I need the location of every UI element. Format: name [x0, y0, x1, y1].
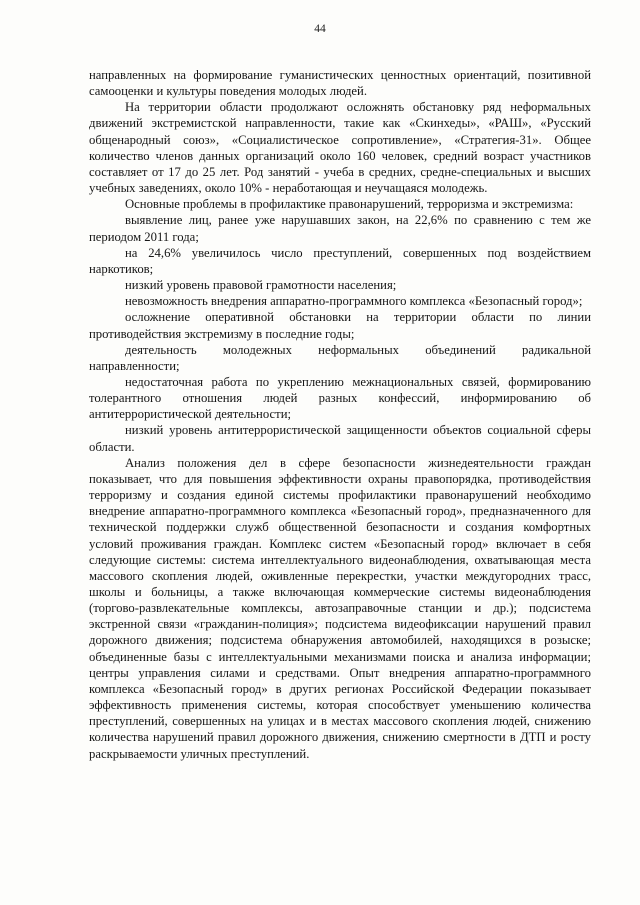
list-item-paragraph: низкий уровень правовой грамотности населения; [125, 278, 397, 293]
list-item-paragraph: на 24,6% увеличилось число преступлений, совершенных под воздействием наркотиков; [89, 245, 591, 276]
list-item-paragraph: выявление лиц, ранее уже нарушавших закон, на 22,6% по сравнению с тем же периодом 2011 года; [89, 213, 591, 244]
list-item-paragraph: недостаточная работа по укреплению межнациональных связей, формированию толерантного отношения людей разных конфессий, информированию об антитеррористической деятельности; [89, 374, 591, 422]
list-item-paragraph: низкий уровень антитеррористической защищенности объектов социальной сферы области. [89, 423, 591, 454]
body-paragraph: направленных на формирование гуманистических ценностных ориентаций, позитивной самооценки и культуры поведения молодых людей. [89, 68, 591, 99]
list-item-paragraph: осложнение оперативной обстановки на территории области по линии противодействия экстремизму в последние годы; [89, 310, 591, 341]
body-paragraph: Анализ положения дел в сфере безопасности жизнедеятельности граждан показывает, что для повышения эффективности охраны правопорядка, противодействия терроризму и создания единой системы профилактики правонарушений необходимо внедрение аппаратно-программного комплекса «Безопасный город», предназначенного для технической поддержки служб общественной безопасности и создания комфортных условий проживания граждан. Комплекс систем «Безопасный город» включает в себя следующие системы: система интеллектуального видеонаблюдения, охватывающая места массового скопления людей, оживленные перекрестки, участки междугородних трасс, школы и больницы, а также включающая коммерческие системы видеонаблюдения (торгово-развлекательные комплексы, автозаправочные станции и др.); подсистема экстренной связи «гражданин-полиция»; подсистема видеофиксации нарушений правил дорожного движения; подсистема обнаружения автомобилей, находящихся в розыске; объединенные базы с интеллектуальными механизмами поиска и анализа информации; центры управления силами и средствами. Опыт внедрения аппаратно-программного комплекса «Безопасный город» в других регионах Российской Федерации показывает эффективность применения системы, которая способствует уменьшению количества преступлений, совершенных на улицах и в местах массового скопления людей, снижению количества нарушений правил дорожного движения, снижению смертности в ДТП и росту раскрываемости уличных преступлений. [89, 455, 591, 761]
list-item-paragraph: невозможность внедрения аппаратно-программного комплекса «Безопасный город»; [125, 294, 583, 309]
list-item-paragraph: деятельность молодежных неформальных объединений радикальной направленности; [89, 342, 591, 373]
body-paragraph: На территории области продолжают осложнять обстановку ряд неформальных движений экстремистской направленности, такие как «Скинхеды», «РАШ», «Русский общенародный союз», «Социалистическое сопротивление», «Стратегия-31». Общее количество членов данных организаций около 160 человек, средний возраст участников составляет от 17 до 25 лет. Род занятий - учеба в средних, средне-специальных и высших учебных заведениях, около 10% - неработающая и неучащаяся молодежь. [89, 100, 591, 196]
document-body [89, 67, 591, 762]
page-number: 44 [314, 23, 326, 35]
body-paragraph: Основные проблемы в профилактике правонарушений, терроризма и экстремизма: [125, 197, 574, 212]
